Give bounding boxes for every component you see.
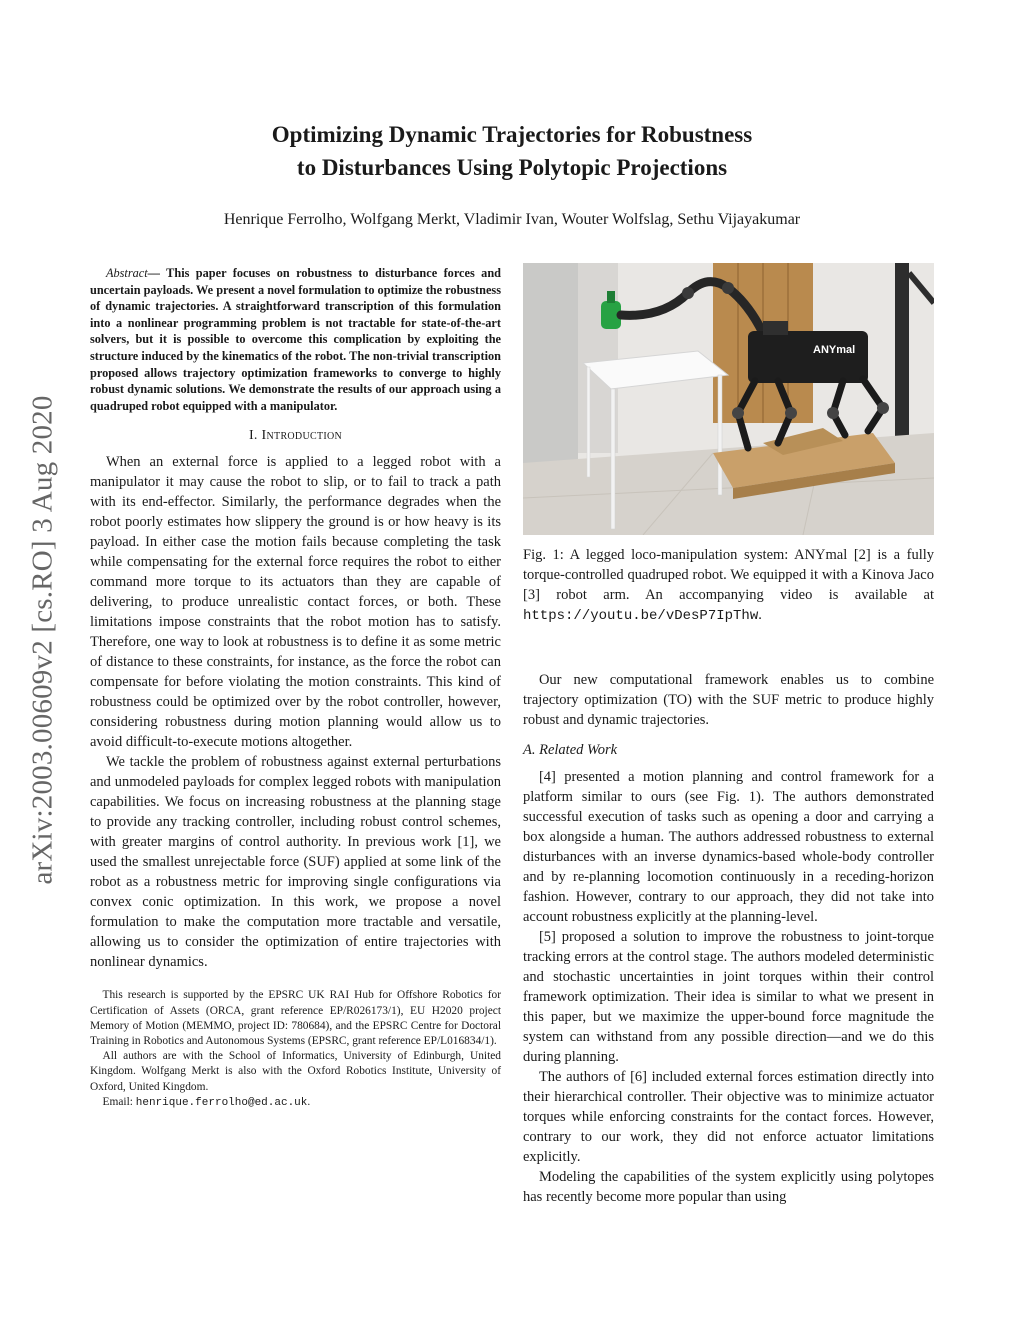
footnote-email	[90, 1095, 501, 1111]
figure-1-caption	[523, 545, 934, 626]
robot-label: ANYmal	[813, 344, 856, 356]
related-work-paragraph-1: [4] presented a motion planning and control framework for a platform similar to ours (see Fig. 1). The authors demonstrated successful execution of tasks such as opening a door and carrying a box alongside a human. The authors addressed robustness to external disturbances with an inverse dynamics-based whole-body controller and by re-planning locomotion continuously in a receding-horizon fashion. However, contrary to our approach, they did not take into account robustness explicitly at the planning-level.	[523, 769, 934, 925]
related-work-paragraph-3: The authors of [6] included external forces estimation directly into their hierarchical controller. Their objective was to minimize actuator torques while enforcing constraints for the contact forces. However, contrary to our work, they did not enforce actuator limitations explicitly.	[523, 1069, 934, 1165]
framework-paragraph: Our new computational framework enables us to combine trajectory optimization (TO) with the SUF metric to produce highly robust and dynamic trajectories.	[523, 672, 934, 728]
caption-end: .	[758, 607, 762, 623]
abstract-text: This paper focuses on robustness to disturbance forces and uncertain payloads. We present a novel formulation to optimize the robustness of dynamic trajectories. A straightforward transcription of this formulation into a nonlinear programming problem is not tractable for state-of-the-art solvers, but it is possible to overcome this complication by exploiting the structure induced by the kinematics of the robot. The non-trivial transcription proposed allows trajectory optimization frameworks to converge to highly robust dynamic solutions. We demonstrate the results of our approach using a quadruped robot equipped with a manipulator.	[90, 266, 501, 413]
email-label: Email:	[102, 1095, 136, 1108]
section-heading-introduction	[90, 428, 501, 444]
video-link[interactable]: https://youtu.be/vDesP7IpThw	[523, 608, 759, 624]
related-work-paragraph-4: Modeling the capabilities of the system explicitly using polytopes has recently become more popular than using	[523, 1169, 934, 1205]
author-list: Henrique Ferrolho, Wolfgang Merkt, Vladimir Ivan, Wouter Wolfslag, Sethu Vijayakumar	[223, 211, 801, 228]
caption-text: Fig. 1: A legged loco-manipulation system: ANYmal [2] is a fully torque-controlled quadruped robot. We equipped it with a Kinova Jaco [3] robot arm. An accompanying video is available at	[523, 547, 934, 603]
intro-paragraph-1: When an external force is applied to a legged robot with a manipulator it may cause the robot to slip, or to fail to track a path with its end-effector. Similarly, the performance degrades when the robot poorly estimates how slippery the ground is or how heavy is its payload. In either case the motion fails because completing the task while compensating for the external force requires the robot to either command more torque to its actuators than they are capable of delivering, to produce unrealistic contact forces, or both. These limitations impose constraints that the robot motion has to satisfy. Therefore, one way to look at robustness is to define it as some metric of distance to these constraints, for instance, as the force the robot can compensate for before violating the motion constraints. This kind of robustness could be optimized over by the robot controller, however, considering robustness during motion planning would allow us to avoid difficult-to-execute motions altogether.	[90, 454, 501, 751]
left-column	[90, 265, 501, 1111]
subsection-related-work: A. Related Work	[523, 742, 618, 758]
robot-photo-illustration	[523, 263, 934, 535]
anymal-body	[748, 331, 868, 383]
figure-1-photo	[523, 263, 934, 535]
paper-title	[0, 118, 1024, 184]
intro-paragraph-2: We tackle the problem of robustness against external perturbations and unmodeled payloads for complex legged robots with manipulation capabilities. We focus on increasing robustness at the planning stage to provide any tracking controller, including robust control schemes, with greater margins of control authority. In previous work [1], we used the smallest unrejectable force (SUF) applied at some link of the robot as a robustness metric for improving single configurations via convex conic optimization. In this work, we propose a novel formulation to make the computation more tractable and versatile, allowing us to consider the optimization of entire trajectories with nonlinear dynamics.	[90, 754, 501, 971]
abstract-label: Abstract	[105, 266, 148, 280]
footnote-funding: This research is supported by the EPSRC UK RAI Hub for Offshore Robotics for Certification of Assets (ORCA, grant reference EP/R026173/1), EU H2020 project Memory of Motion (MEMMO, project ID: 780684), and the EPSRC Centre for Doctoral Training in Robotics and Autonomous Systems (EPSRC, grant reference EP/L016834/1).	[90, 989, 501, 1047]
footnotes	[90, 988, 501, 1111]
footnote-affiliation: All authors are with the School of Informatics, University of Edinburgh, United Kingdom. Wolfgang Merkt is also with the Oxford Robotics Institute, University of Oxford, United Kingdom.	[90, 1050, 501, 1093]
related-work-paragraph-2: [5] proposed a solution to improve the robustness to joint-torque tracking errors at the control stage. The authors modeled deterministic and stochastic uncertainties in joint torques within their control framework optimization. Their idea is similar to what we present in this paper, but we maximize the upper-bound force magnitude the system can withstand from any possible direction—and we do this during planning.	[523, 929, 934, 1065]
section-numeral: I.	[248, 428, 258, 444]
abstract	[90, 265, 501, 414]
email-address[interactable]: henrique.ferrolho@ed.ac.uk	[135, 1096, 308, 1109]
right-column	[523, 263, 934, 1207]
email-end: .	[307, 1095, 311, 1108]
title-line-1: Optimizing Dynamic Trajectories for Robustness	[271, 122, 753, 147]
section-name: Introduction	[261, 428, 343, 444]
left-wall-panel	[523, 263, 578, 463]
abstract-dash: —	[147, 266, 167, 280]
arxiv-stamp: arXiv:2003.00609v2 [cs.RO] 3 Aug 2020	[26, 395, 59, 885]
title-line-2: to Disturbances Using Polytopic Projections	[296, 155, 728, 180]
